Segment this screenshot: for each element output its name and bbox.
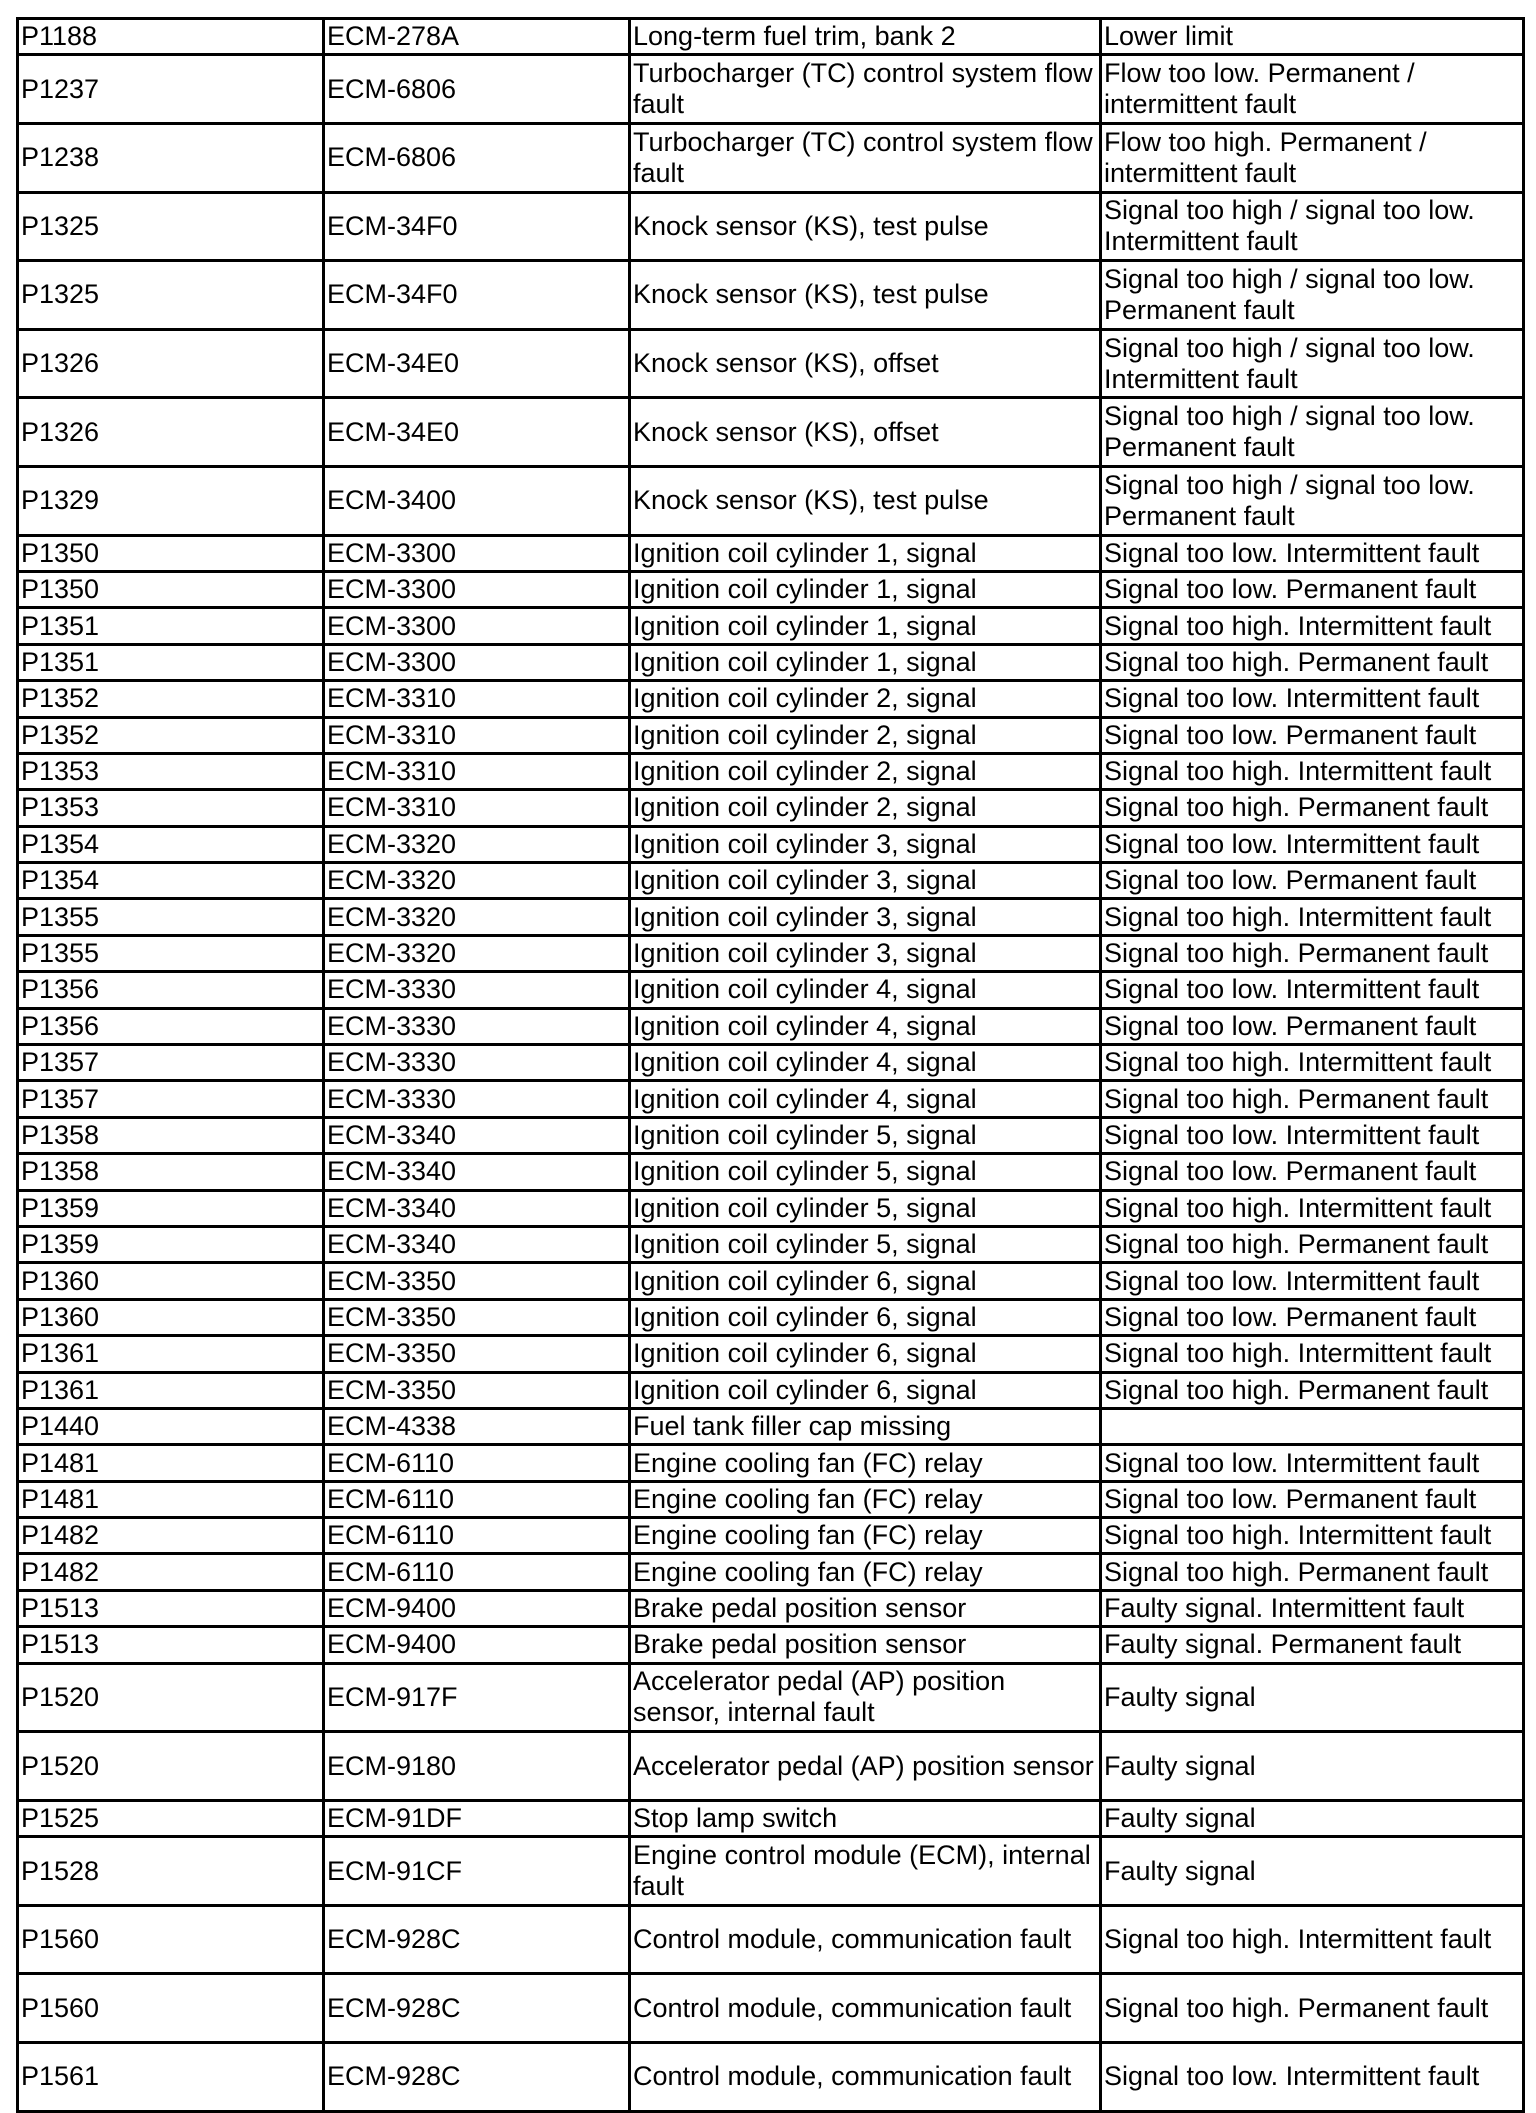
fault-type-cell: Faulty signal (1101, 1800, 1524, 1836)
ecm-code-cell: ECM-3320 (324, 826, 630, 862)
table-row (18, 863, 1524, 899)
fault-type-cell: Signal too high. Intermittent fault (1101, 1336, 1524, 1372)
table-row (18, 717, 1524, 753)
dtc-code-cell: P1358 (18, 1117, 324, 1153)
table-row (18, 1263, 1524, 1299)
ecm-code-cell: ECM-928C (324, 1905, 630, 1974)
dtc-code-cell: P1361 (18, 1372, 324, 1408)
fault-type-cell: Flow too low. Permanent / intermittent fault (1101, 55, 1524, 124)
ecm-code-cell: ECM-4338 (324, 1408, 630, 1444)
ecm-code-cell: ECM-3330 (324, 972, 630, 1008)
table-row (18, 123, 1524, 192)
component-cell: Ignition coil cylinder 5, signal (630, 1226, 1101, 1262)
component-cell: Fuel tank filler cap missing (630, 1408, 1101, 1444)
table-row (18, 1117, 1524, 1153)
dtc-code-cell: P1237 (18, 55, 324, 124)
table-row (18, 1445, 1524, 1481)
fault-type-cell: Signal too low. Intermittent fault (1101, 1445, 1524, 1481)
component-cell: Brake pedal position sensor (630, 1590, 1101, 1626)
fault-type-cell: Signal too low. Intermittent fault (1101, 2043, 1524, 2112)
fault-type-cell: Faulty signal (1101, 1837, 1524, 1906)
component-cell: Accelerator pedal (AP) position sensor, internal fault (630, 1663, 1101, 1732)
ecm-code-cell: ECM-91CF (324, 1837, 630, 1906)
table-row (18, 1372, 1524, 1408)
dtc-code-cell: P1358 (18, 1154, 324, 1190)
component-cell: Ignition coil cylinder 3, signal (630, 826, 1101, 862)
table-row (18, 790, 1524, 826)
table-row (18, 899, 1524, 935)
dtc-code-cell: P1482 (18, 1518, 324, 1554)
dtc-code-cell: P1560 (18, 1905, 324, 1974)
dtc-code-cell: P1355 (18, 899, 324, 935)
fault-type-cell: Signal too low. Intermittent fault (1101, 681, 1524, 717)
component-cell: Engine cooling fan (FC) relay (630, 1554, 1101, 1590)
table-row (18, 753, 1524, 789)
table-row (18, 329, 1524, 398)
fault-type-cell: Signal too high. Permanent fault (1101, 1554, 1524, 1590)
fault-type-cell: Signal too low. Permanent fault (1101, 863, 1524, 899)
component-cell: Ignition coil cylinder 5, signal (630, 1117, 1101, 1153)
fault-type-cell: Signal too low. Intermittent fault (1101, 972, 1524, 1008)
component-cell: Ignition coil cylinder 4, signal (630, 1045, 1101, 1081)
table-row (18, 681, 1524, 717)
component-cell: Ignition coil cylinder 2, signal (630, 717, 1101, 753)
dtc-code-cell: P1520 (18, 1663, 324, 1732)
ecm-code-cell: ECM-3400 (324, 466, 630, 535)
fault-type-cell: Signal too high / signal too low. Intermittent fault (1101, 329, 1524, 398)
table-row (18, 1837, 1524, 1906)
table-row (18, 1008, 1524, 1044)
ecm-code-cell: ECM-3310 (324, 790, 630, 826)
fault-type-cell: Flow too high. Permanent / intermittent fault (1101, 123, 1524, 192)
fault-type-cell: Signal too high. Permanent fault (1101, 644, 1524, 680)
table-row (18, 1800, 1524, 1836)
fault-type-cell: Signal too high. Intermittent fault (1101, 1518, 1524, 1554)
component-cell: Ignition coil cylinder 6, signal (630, 1263, 1101, 1299)
dtc-code-cell: P1359 (18, 1190, 324, 1226)
dtc-code-cell: P1513 (18, 1590, 324, 1626)
fault-type-cell: Signal too high / signal too low. Intermittent fault (1101, 192, 1524, 261)
component-cell: Ignition coil cylinder 1, signal (630, 608, 1101, 644)
ecm-code-cell: ECM-3310 (324, 717, 630, 753)
ecm-code-cell: ECM-3350 (324, 1263, 630, 1299)
table-row (18, 1045, 1524, 1081)
dtc-code-cell: P1356 (18, 1008, 324, 1044)
ecm-code-cell: ECM-9180 (324, 1732, 630, 1801)
component-cell: Ignition coil cylinder 6, signal (630, 1336, 1101, 1372)
table-row (18, 1081, 1524, 1117)
dtc-code-cell: P1356 (18, 972, 324, 1008)
fault-type-cell: Signal too high. Intermittent fault (1101, 1045, 1524, 1081)
dtc-code-cell: P1325 (18, 192, 324, 261)
table-row (18, 261, 1524, 330)
component-cell: Control module, communication fault (630, 2043, 1101, 2112)
component-cell: Control module, communication fault (630, 1974, 1101, 2043)
fault-type-cell: Faulty signal. Intermittent fault (1101, 1590, 1524, 1626)
table-row (18, 1627, 1524, 1663)
table-row (18, 1299, 1524, 1335)
component-cell: Ignition coil cylinder 3, signal (630, 863, 1101, 899)
component-cell: Ignition coil cylinder 6, signal (630, 1299, 1101, 1335)
fault-type-cell: Signal too low. Intermittent fault (1101, 535, 1524, 571)
fault-type-cell: Signal too high. Intermittent fault (1101, 753, 1524, 789)
component-cell: Control module, communication fault (630, 1905, 1101, 1974)
dtc-code-cell: P1354 (18, 863, 324, 899)
table-row (18, 1154, 1524, 1190)
table-row (18, 1226, 1524, 1262)
table-row (18, 1590, 1524, 1626)
ecm-code-cell: ECM-917F (324, 1663, 630, 1732)
ecm-code-cell: ECM-6110 (324, 1445, 630, 1481)
fault-type-cell: Signal too low. Intermittent fault (1101, 826, 1524, 862)
dtc-code-cell: P1360 (18, 1263, 324, 1299)
dtc-code-cell: P1350 (18, 571, 324, 607)
component-cell: Engine cooling fan (FC) relay (630, 1445, 1101, 1481)
ecm-code-cell: ECM-3320 (324, 935, 630, 971)
table-row (18, 1974, 1524, 2043)
dtc-code-cell: P1325 (18, 261, 324, 330)
dtc-code-cell: P1481 (18, 1481, 324, 1517)
component-cell: Long-term fuel trim, bank 2 (630, 19, 1101, 55)
ecm-code-cell: ECM-34E0 (324, 329, 630, 398)
ecm-code-cell: ECM-34F0 (324, 192, 630, 261)
component-cell: Ignition coil cylinder 1, signal (630, 535, 1101, 571)
ecm-code-cell: ECM-34E0 (324, 398, 630, 467)
dtc-code-cell: P1528 (18, 1837, 324, 1906)
ecm-code-cell: ECM-34F0 (324, 261, 630, 330)
ecm-code-cell: ECM-3300 (324, 535, 630, 571)
fault-type-cell: Signal too high. Intermittent fault (1101, 899, 1524, 935)
table-row (18, 1336, 1524, 1372)
component-cell: Engine cooling fan (FC) relay (630, 1481, 1101, 1517)
ecm-code-cell: ECM-3350 (324, 1372, 630, 1408)
ecm-code-cell: ECM-6806 (324, 123, 630, 192)
fault-type-cell: Signal too high. Intermittent fault (1101, 1190, 1524, 1226)
fault-type-cell: Signal too low. Intermittent fault (1101, 1117, 1524, 1153)
component-cell: Stop lamp switch (630, 1800, 1101, 1836)
ecm-code-cell: ECM-91DF (324, 1800, 630, 1836)
fault-type-cell: Signal too low. Permanent fault (1101, 717, 1524, 753)
component-cell: Ignition coil cylinder 2, signal (630, 790, 1101, 826)
dtc-code-cell: P1326 (18, 398, 324, 467)
table-row (18, 1481, 1524, 1517)
component-cell: Knock sensor (KS), offset (630, 398, 1101, 467)
fault-type-cell: Signal too low. Permanent fault (1101, 1008, 1524, 1044)
dtc-code-cell: P1361 (18, 1336, 324, 1372)
ecm-code-cell: ECM-3340 (324, 1226, 630, 1262)
dtc-code-cell: P1355 (18, 935, 324, 971)
dtc-code-cell: P1354 (18, 826, 324, 862)
component-cell: Knock sensor (KS), offset (630, 329, 1101, 398)
dtc-code-cell: P1351 (18, 644, 324, 680)
table-row (18, 535, 1524, 571)
ecm-code-cell: ECM-3340 (324, 1154, 630, 1190)
component-cell: Ignition coil cylinder 2, signal (630, 753, 1101, 789)
dtc-code-cell: P1359 (18, 1226, 324, 1262)
dtc-code-cell: P1353 (18, 790, 324, 826)
ecm-code-cell: ECM-9400 (324, 1590, 630, 1626)
table-row (18, 192, 1524, 261)
component-cell: Ignition coil cylinder 4, signal (630, 1081, 1101, 1117)
ecm-code-cell: ECM-3340 (324, 1190, 630, 1226)
component-cell: Ignition coil cylinder 3, signal (630, 899, 1101, 935)
ecm-code-cell: ECM-6110 (324, 1554, 630, 1590)
table-row (18, 1663, 1524, 1732)
fault-type-cell: Signal too high / signal too low. Permanent fault (1101, 466, 1524, 535)
ecm-code-cell: ECM-3330 (324, 1008, 630, 1044)
component-cell: Ignition coil cylinder 2, signal (630, 681, 1101, 717)
ecm-code-cell: ECM-6110 (324, 1481, 630, 1517)
ecm-code-cell: ECM-278A (324, 19, 630, 55)
fault-type-cell: Signal too high / signal too low. Permanent fault (1101, 261, 1524, 330)
dtc-code-cell: P1525 (18, 1800, 324, 1836)
table-row (18, 466, 1524, 535)
fault-type-cell: Signal too low. Permanent fault (1101, 1299, 1524, 1335)
dtc-code-cell: P1353 (18, 753, 324, 789)
component-cell: Engine cooling fan (FC) relay (630, 1518, 1101, 1554)
component-cell: Ignition coil cylinder 1, signal (630, 571, 1101, 607)
table-row (18, 826, 1524, 862)
dtc-code-cell: P1351 (18, 608, 324, 644)
ecm-code-cell: ECM-3350 (324, 1299, 630, 1335)
dtc-code-cell: P1513 (18, 1627, 324, 1663)
ecm-code-cell: ECM-3310 (324, 681, 630, 717)
fault-type-cell: Signal too low. Permanent fault (1101, 571, 1524, 607)
ecm-code-cell: ECM-9400 (324, 1627, 630, 1663)
component-cell: Ignition coil cylinder 3, signal (630, 935, 1101, 971)
fault-type-cell: Signal too high. Intermittent fault (1101, 608, 1524, 644)
dtc-code-cell: P1326 (18, 329, 324, 398)
table-row (18, 1190, 1524, 1226)
fault-type-cell: Faulty signal (1101, 1663, 1524, 1732)
ecm-code-cell: ECM-3300 (324, 571, 630, 607)
component-cell: Ignition coil cylinder 1, signal (630, 644, 1101, 680)
component-cell: Turbocharger (TC) control system flow fault (630, 123, 1101, 192)
ecm-code-cell: ECM-3300 (324, 644, 630, 680)
table-row (18, 398, 1524, 467)
fault-type-cell: Faulty signal. Permanent fault (1101, 1627, 1524, 1663)
fault-type-cell: Lower limit (1101, 19, 1524, 55)
fault-type-cell (1101, 1408, 1524, 1444)
ecm-code-cell: ECM-3340 (324, 1117, 630, 1153)
ecm-code-cell: ECM-3330 (324, 1081, 630, 1117)
component-cell: Ignition coil cylinder 5, signal (630, 1154, 1101, 1190)
fault-type-cell: Signal too low. Permanent fault (1101, 1154, 1524, 1190)
dtc-code-cell: P1350 (18, 535, 324, 571)
table-row (18, 644, 1524, 680)
ecm-code-cell: ECM-3350 (324, 1336, 630, 1372)
ecm-code-cell: ECM-928C (324, 2043, 630, 2112)
fault-type-cell: Signal too high. Permanent fault (1101, 1372, 1524, 1408)
component-cell: Knock sensor (KS), test pulse (630, 466, 1101, 535)
component-cell: Knock sensor (KS), test pulse (630, 192, 1101, 261)
component-cell: Ignition coil cylinder 6, signal (630, 1372, 1101, 1408)
dtc-code-cell: P1482 (18, 1554, 324, 1590)
fault-type-cell: Signal too high. Permanent fault (1101, 790, 1524, 826)
component-cell: Ignition coil cylinder 4, signal (630, 1008, 1101, 1044)
fault-type-cell: Signal too high / signal too low. Permanent fault (1101, 398, 1524, 467)
table-row (18, 1554, 1524, 1590)
table-row (18, 608, 1524, 644)
dtc-code-cell: P1238 (18, 123, 324, 192)
table-row (18, 1408, 1524, 1444)
fault-type-cell: Signal too high. Permanent fault (1101, 935, 1524, 971)
ecm-code-cell: ECM-3320 (324, 899, 630, 935)
ecm-code-cell: ECM-3310 (324, 753, 630, 789)
dtc-code-cell: P1329 (18, 466, 324, 535)
dtc-code-cell: P1520 (18, 1732, 324, 1801)
fault-type-cell: Signal too high. Permanent fault (1101, 1974, 1524, 2043)
fault-type-cell: Faulty signal (1101, 1732, 1524, 1801)
table-row (18, 55, 1524, 124)
dtc-code-cell: P1561 (18, 2043, 324, 2112)
dtc-code-cell: P1352 (18, 717, 324, 753)
dtc-table-body (18, 19, 1524, 2112)
ecm-code-cell: ECM-3300 (324, 608, 630, 644)
ecm-code-cell: ECM-928C (324, 1974, 630, 2043)
dtc-table (16, 17, 1525, 2113)
table-row (18, 935, 1524, 971)
component-cell: Turbocharger (TC) control system flow fault (630, 55, 1101, 124)
ecm-code-cell: ECM-6806 (324, 55, 630, 124)
table-row (18, 2043, 1524, 2112)
fault-type-cell: Signal too high. Intermittent fault (1101, 1905, 1524, 1974)
ecm-code-cell: ECM-3330 (324, 1045, 630, 1081)
table-row (18, 1905, 1524, 1974)
component-cell: Engine control module (ECM), internal fault (630, 1837, 1101, 1906)
dtc-code-cell: P1357 (18, 1045, 324, 1081)
ecm-code-cell: ECM-3320 (324, 863, 630, 899)
table-row (18, 571, 1524, 607)
dtc-code-cell: P1360 (18, 1299, 324, 1335)
fault-type-cell: Signal too low. Intermittent fault (1101, 1263, 1524, 1299)
dtc-code-cell: P1188 (18, 19, 324, 55)
table-row (18, 1518, 1524, 1554)
component-cell: Knock sensor (KS), test pulse (630, 261, 1101, 330)
dtc-code-cell: P1560 (18, 1974, 324, 2043)
component-cell: Accelerator pedal (AP) position sensor (630, 1732, 1101, 1801)
ecm-code-cell: ECM-6110 (324, 1518, 630, 1554)
fault-type-cell: Signal too low. Permanent fault (1101, 1481, 1524, 1517)
table-row (18, 19, 1524, 55)
table-row (18, 1732, 1524, 1801)
dtc-code-cell: P1352 (18, 681, 324, 717)
fault-type-cell: Signal too high. Permanent fault (1101, 1226, 1524, 1262)
component-cell: Ignition coil cylinder 4, signal (630, 972, 1101, 1008)
dtc-code-cell: P1357 (18, 1081, 324, 1117)
table-row (18, 972, 1524, 1008)
dtc-code-cell: P1440 (18, 1408, 324, 1444)
component-cell: Ignition coil cylinder 5, signal (630, 1190, 1101, 1226)
component-cell: Brake pedal position sensor (630, 1627, 1101, 1663)
fault-type-cell: Signal too high. Permanent fault (1101, 1081, 1524, 1117)
dtc-code-cell: P1481 (18, 1445, 324, 1481)
